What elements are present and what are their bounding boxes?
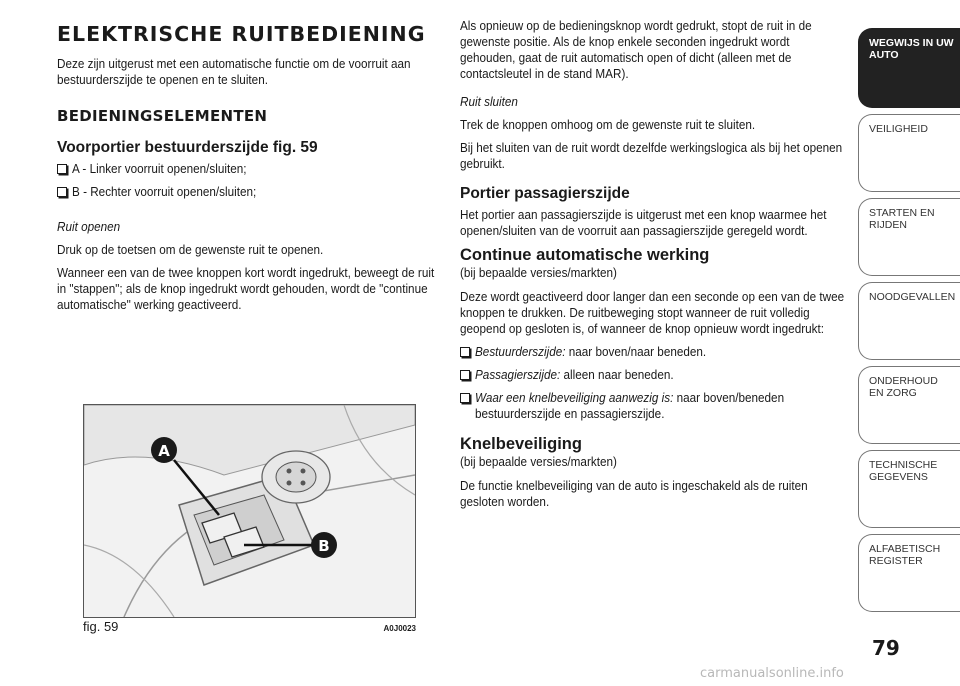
pinch-title: Knelbeveiliging	[460, 435, 582, 453]
continuous-subtitle: (bij bepaalde versies/markten)	[460, 266, 617, 280]
bullet-text	[475, 390, 819, 422]
open-paragraph-1: Druk op de toetsen om de gewenste ruit te openen.	[57, 243, 324, 257]
figure-label-b: B	[318, 537, 330, 555]
tab-technische-gegevens[interactable]: TECHNISCHE GEGEVENS	[858, 450, 960, 528]
continuous-paragraph: Deze wordt geactiveerd door langer dan een seconde op een van de twee knoppen te drukken. De ruitbeweging stopt wanneer de ruit volledig geopend op gesloten is, of wanneer de knop opnieuw wordt ingedrukt:	[460, 290, 845, 336]
list-item	[460, 367, 845, 390]
list-item	[57, 161, 439, 184]
close-heading: Ruit sluiten	[460, 95, 518, 109]
tab-noodgevallen[interactable]: NOODGEVALLEN	[858, 282, 960, 360]
left-column	[57, 18, 439, 320]
open-heading: Ruit openen	[57, 220, 121, 234]
bullet-label: Waar een knelbeveiliging aanwezig is:	[475, 391, 674, 405]
passenger-paragraph: Het portier aan passagierszijde is uitgerust met een knop waarmee het openen/sluiten van de voorruit aan passagierszijde geregeld wordt.	[460, 208, 827, 238]
checkbox-bullet-icon	[57, 164, 67, 174]
tab-wegwijs[interactable]: WEGWIJS IN UW AUTO	[858, 28, 960, 108]
tab-veiligheid[interactable]: VEILIGHEID	[858, 114, 960, 192]
figure-code: A0J0023	[383, 624, 416, 633]
close-paragraph-1: Trek de knoppen omhoog om de gewenste ruit te sluiten.	[460, 118, 756, 132]
window-switch-illustration	[84, 405, 415, 617]
pinch-paragraph: De functie knelbeveiliging van de auto is ingeschakeld als de ruiten gesloten worden.	[460, 479, 808, 509]
list-item	[460, 344, 845, 367]
tab-starten-en-rijden[interactable]: STARTEN EN RIJDEN	[858, 198, 960, 276]
bullet-value: naar boven/beneden bestuurderszijde en passagierszijde.	[475, 391, 785, 421]
checkbox-bullet-icon	[460, 393, 470, 403]
figure-image	[83, 404, 416, 618]
intro-paragraph: Deze zijn uitgerust met een automatische functie om de voorruit aan bestuurderszijde te openen en te sluiten.	[57, 57, 411, 87]
bullet-text: B - Rechter voorruit openen/sluiten;	[72, 185, 257, 199]
open-paragraph-2: Wanneer een van de twee knoppen kort wordt ingedrukt, beweegt de ruit in "stappen"; als de knop ingedrukt wordt gehouden, wordt de "continue automatische" werking geactiveerd.	[57, 266, 435, 312]
section-title: BEDIENINGSELEMENTEN	[57, 107, 268, 125]
checkbox-bullet-icon	[460, 370, 470, 380]
checkbox-bullet-icon	[460, 347, 470, 357]
bullet-text	[475, 344, 819, 360]
bullet-text	[475, 367, 819, 383]
checkbox-bullet-icon	[57, 187, 67, 197]
bullet-value: alleen naar beneden.	[560, 368, 674, 382]
bullet-text: A - Linker voorruit openen/sluiten;	[72, 162, 247, 176]
page-title: ELEKTRISCHE RUITBEDIENING	[57, 22, 426, 46]
subsection-title: Voorportier bestuurderszijde fig. 59	[57, 139, 318, 156]
middle-column	[460, 18, 845, 517]
list-item	[460, 390, 845, 429]
tab-alfabetisch-register[interactable]: ALFABETISCH REGISTER	[858, 534, 960, 612]
close-paragraph-2: Bij het sluiten van de ruit wordt dezelfde werkingslogica als bij het openen gebruikt.	[460, 141, 843, 171]
tab-onderhoud-en-zorg[interactable]: ONDERHOUD EN ZORG	[858, 366, 960, 444]
figure-caption	[83, 619, 416, 634]
pinch-subtitle: (bij bepaalde versies/markten)	[460, 455, 617, 469]
figure-label: fig. 59	[83, 619, 119, 634]
page-number: 79	[872, 636, 900, 660]
continuous-title: Continue automatische werking	[460, 246, 710, 264]
bullet-label: Passagierszijde:	[475, 368, 561, 382]
chapter-tabs	[858, 28, 960, 618]
figure-label-a: A	[158, 442, 170, 460]
watermark: carmanualsonline.info	[700, 666, 844, 681]
bullet-label: Bestuurderszijde:	[475, 345, 566, 359]
mid-paragraph-1: Als opnieuw op de bedieningsknop wordt gedrukt, stopt de ruit in de gewenste positie. Als de knop enkele seconden ingedrukt wordt gehouden, gaat de ruit automatisch open of dicht (alleen met de contactsleutel in de stand MAR).	[460, 19, 812, 81]
list-item	[57, 184, 439, 207]
bullet-value: naar boven/naar beneden.	[565, 345, 707, 359]
passenger-title: Portier passagierszijde	[460, 185, 630, 202]
